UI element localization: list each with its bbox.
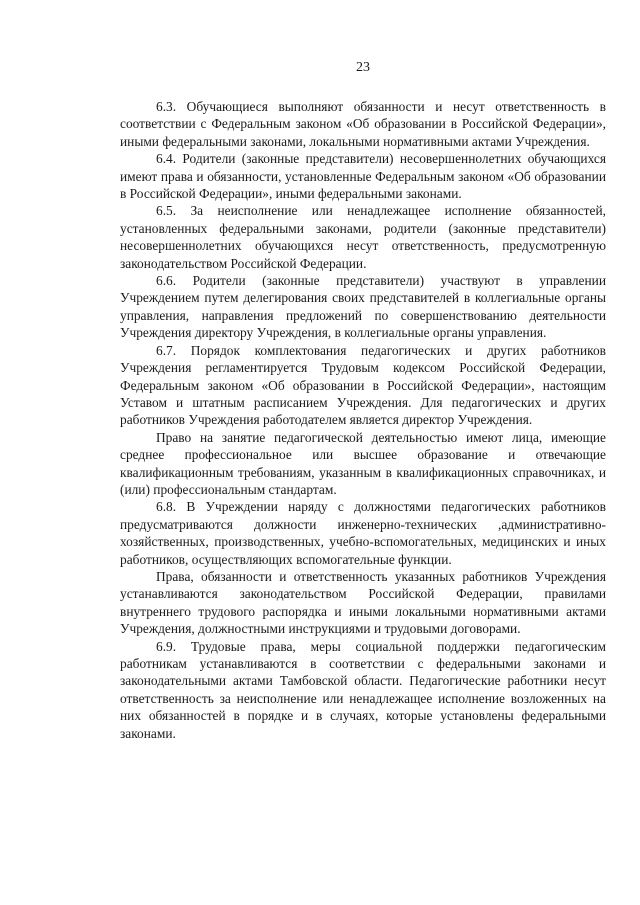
page-number: 23 <box>356 60 370 75</box>
paragraph-6-3: 6.3. Обучающиеся выполняют обязанности и несут ответственность в соответствии с Федеральным законом «Об образовании в Российской Федерации», иными федеральными законами, локальными нормативными актами Учреждения. <box>120 99 606 149</box>
paragraph-6-5: 6.5. За неисполнение или ненадлежащее исполнение обязанностей, установленных федеральными законами, родители (законные представители) несовершеннолетних обучающихся несут ответственность, предусмотренную законодательством Российской Федерации. <box>120 203 606 271</box>
paragraph-6-7: 6.7. Порядок комплектования педагогических и других работников Учреждения регламентируется Трудовым кодексом Российской Федерации, Федеральным законом «Об образовании в Российской Федерации», настоящим Уставом и штатным расписанием Учреждения. Для педагогических и других работников Учреждения работодателем является директор Учреждения. <box>120 342 606 428</box>
paragraph-6-8-rights: Права, обязанности и ответственность указанных работников Учреждения устанавливаются законодательством Российской Федерации, правилами внутреннего трудового распорядка и иными локальными нормативными актами Учреждения, должностными инструкциями и трудовыми договорами. <box>120 568 606 637</box>
paragraph-6-6: 6.6. Родители (законные представители) участвуют в управлении Учреждением путем делегирования своих представителей в коллегиальные органы управления, направления предложений по совершенствованию деятельности Учреждения директору Учреждения, в коллегиальные органы управления. <box>120 273 606 341</box>
paragraph-6-8: 6.8. В Учреждении наряду с должностями педагогических работников предусматриваются должности инженерно-технических ,административно-хозяйственных, производственных, учебно-вспомогательных, медицинских и иных работников, осуществляющих вспомогательные функции. <box>120 499 606 567</box>
paragraph-6-4: 6.4. Родители (законные представители) несовершеннолетних обучающихся имеют права и обязанности, установленные Федеральным законом «Об образовании в Российской Федерации», иными федеральными законами. <box>120 151 606 202</box>
paragraph-6-7-qualification: Право на занятие педагогической деятельностью имеют лица, имеющие среднее профессиональное или высшее образование и отвечающие квалификационным требованиям, указанным в квалификационных справочниках, и (или) профессиональным стандартам. <box>120 429 606 497</box>
paragraph-6-9: 6.9. Трудовые права, меры социальной поддержки педагогическим работникам устанавливаются в соответствии с федеральными законами и законодательными актами Тамбовской области. Педагогические работники несут ответственность за неисполнение или ненадлежащее исполнение возложенных на них обязанностей в порядке и в случаях, которые установлены федеральными законами. <box>120 638 606 741</box>
